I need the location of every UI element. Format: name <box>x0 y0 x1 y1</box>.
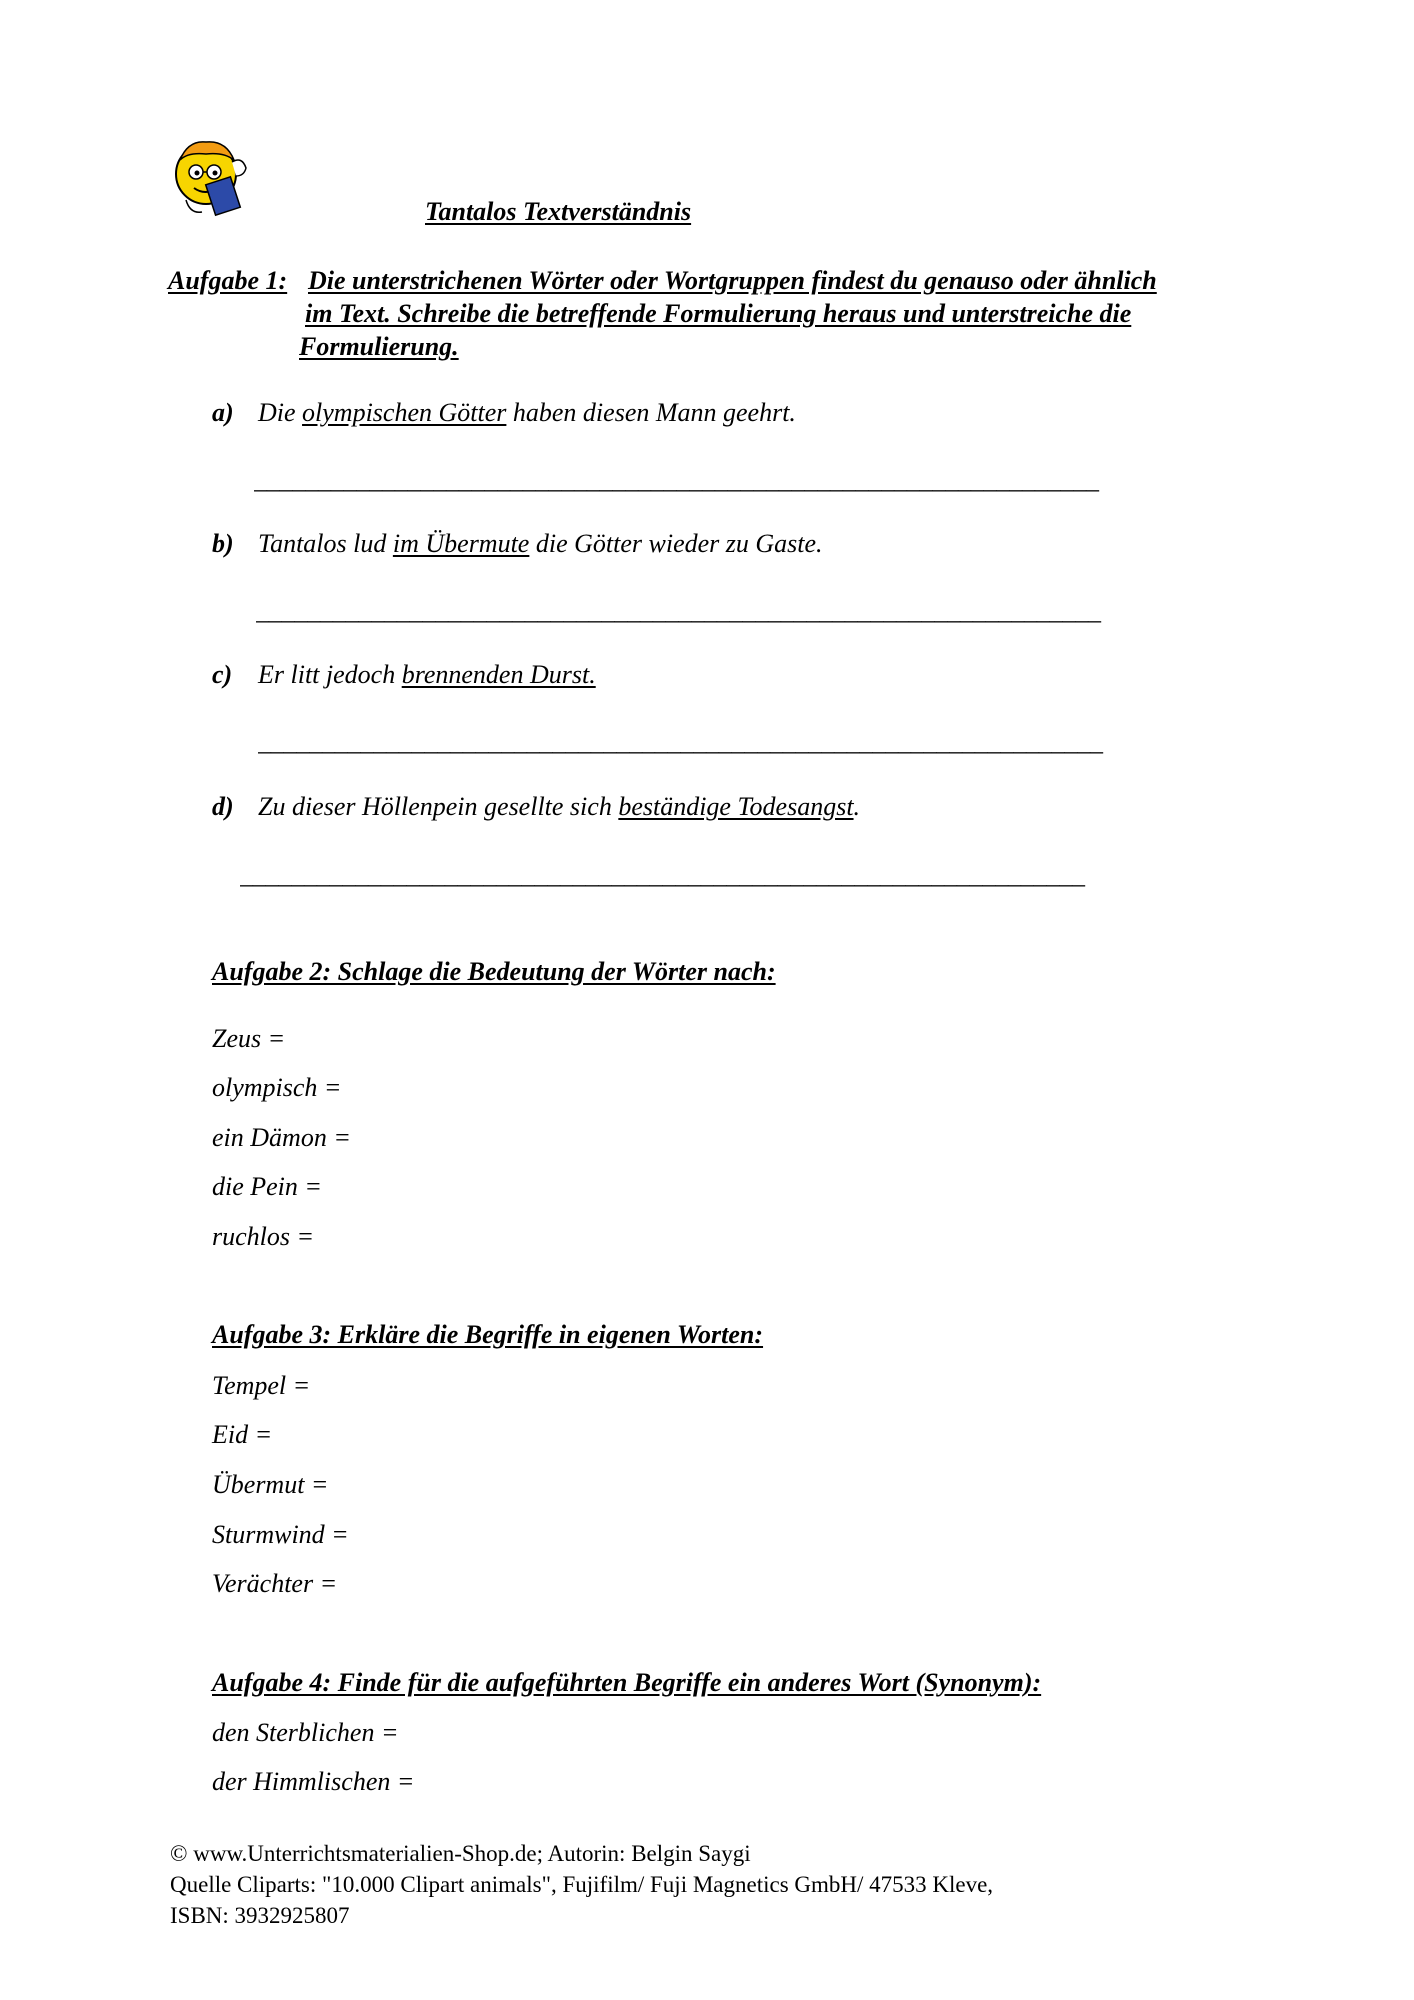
answer-line-a[interactable]: __________________________________________________________________ <box>254 465 1099 494</box>
task2-word: olympisch = <box>212 1073 342 1102</box>
task4-word: den Sterblichen = <box>212 1718 399 1747</box>
task3-word: Eid = <box>212 1420 273 1449</box>
task1-item-a: a) Die olympischen Götter haben diesen Mann geehrt. <box>212 398 796 427</box>
task4-heading: Aufgabe 4: Finde für die aufgeführten Begriffe ein anderes Wort (Synonym): <box>212 1668 1042 1697</box>
task3-word: Sturmwind = <box>212 1520 349 1549</box>
task2-word: die Pein = <box>212 1172 322 1201</box>
underlined-phrase: olympischen Götter <box>302 398 507 427</box>
answer-line-b[interactable]: __________________________________________________________________ <box>256 596 1101 625</box>
task2-heading: Aufgabe 2: Schlage die Bedeutung der Wörter nach: <box>212 957 776 986</box>
item-label: b) <box>212 529 234 558</box>
task1-item-d: d) Zu dieser Höllenpein gesellte sich beständige Todesangst. <box>212 792 861 821</box>
task1-item-b: b) Tantalos lud im Übermute die Götter wieder zu Gaste. <box>212 529 823 558</box>
task1-instruction-line1: Die unterstrichenen Wörter oder Wortgruppen findest du genauso oder ähnlich <box>308 266 1157 295</box>
answer-line-d[interactable]: __________________________________________________________________ <box>240 860 1085 889</box>
task3-word: Übermut = <box>212 1470 329 1499</box>
task1-instruction-line2: im Text. Schreibe die betreffende Formulierung heraus und unterstreiche die <box>305 299 1132 328</box>
task1-label: Aufgabe 1: <box>168 266 288 295</box>
item-label: c) <box>212 660 233 689</box>
task1-instruction-line3: Formulierung. <box>299 332 459 361</box>
underlined-phrase: im Übermute <box>392 529 530 558</box>
task1-item-c: c) Er litt jedoch brennenden Durst. <box>212 660 596 689</box>
task3-heading: Aufgabe 3: Erkläre die Begriffe in eigenen Worten: <box>212 1320 764 1349</box>
task3-word: Tempel = <box>212 1371 311 1400</box>
task2-word: ein Dämon = <box>212 1123 351 1152</box>
underlined-phrase: beständige Todesangst <box>618 792 854 821</box>
task4-word: der Himmlischen = <box>212 1767 415 1796</box>
task2-word: ruchlos = <box>212 1222 315 1251</box>
footer-isbn: ISBN: 3932925807 <box>170 1903 350 1928</box>
footer-copyright: © www.Unterrichtsmaterialien-Shop.de; Autorin: Belgin Saygi <box>170 1841 751 1866</box>
task3-word: Verächter = <box>212 1569 338 1598</box>
smiley-with-book-icon <box>166 132 258 224</box>
item-label: d) <box>212 792 234 821</box>
footer-source: Quelle Cliparts: "10.000 Clipart animals", Fujifilm/ Fuji Magnetics GmbH/ 47533 Kleve, <box>170 1872 994 1897</box>
task2-word: Zeus = <box>212 1024 286 1053</box>
underlined-phrase: brennenden Durst. <box>401 660 596 689</box>
answer-line-c[interactable]: __________________________________________________________________ <box>258 727 1103 756</box>
item-label: a) <box>212 398 234 427</box>
page-title: Tantalos Textverständnis <box>425 197 692 226</box>
